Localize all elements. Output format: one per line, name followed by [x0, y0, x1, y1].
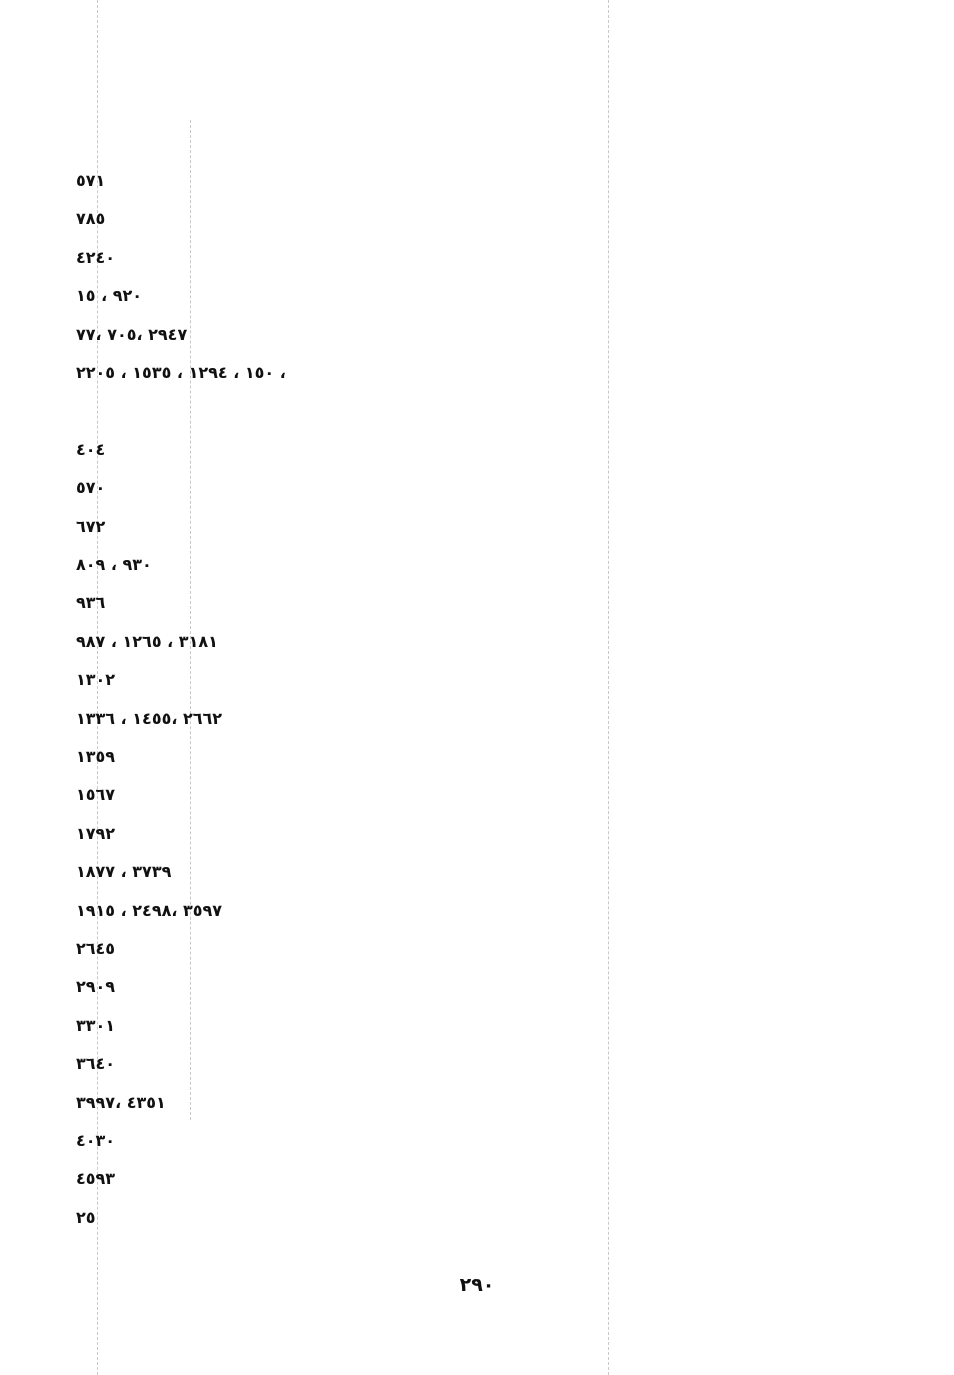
- index-reference: ١٣٥٩: [76, 747, 116, 766]
- index-reference: ٩٣٠ ، ٨٠٩: [76, 555, 152, 574]
- index-reference: ٣٣٠١: [76, 1015, 116, 1035]
- index-reference: ١٧٩٢: [76, 823, 116, 843]
- index-reference: ٣٥٩٧ ،٢٤٩٨ ، ١٩١٥: [76, 900, 223, 920]
- index-reference: ١٥٠ ، ١٢٩٤ ، ١٥٣٥ ، ٢٢٠٥ ،: [76, 363, 286, 382]
- index-reference: ٢٩٠٩: [76, 977, 116, 997]
- page-number: ٢٩٠: [459, 1274, 495, 1296]
- index-reference: ٢٦٦٢ ،١٤٥٥ ، ١٣٣٦: [76, 708, 223, 728]
- index-reference: ١٥٦٧: [76, 785, 116, 805]
- index-reference: ٢٦٤٥: [76, 939, 116, 958]
- index-reference: ٤٥٩٣: [76, 1169, 116, 1189]
- index-reference: ٩٣٦: [76, 593, 106, 613]
- index-reference: ٤٠٣٠: [76, 1131, 116, 1150]
- index-reference: ٥٧٠: [76, 478, 106, 498]
- index-reference: ٣١٨١ ، ١٢٦٥ ، ٩٨٧: [76, 631, 218, 651]
- index-reference: ٢٥: [76, 1207, 96, 1227]
- index-reference: ٥٧١: [76, 171, 106, 190]
- index-reference: ٩٢٠ ، ١٥: [76, 286, 143, 306]
- index-reference: ١٣٠٢: [76, 670, 116, 690]
- index-reference: ٣٧٣٩ ، ١٨٧٧: [76, 862, 172, 882]
- index-reference: ٤٣٥١ ،٣٩٩٧: [76, 1092, 166, 1112]
- index-reference: ٤٢٤٠: [76, 247, 116, 267]
- column-divider-right: [608, 0, 609, 1375]
- index-reference: ٦٧٢: [76, 516, 106, 536]
- column-divider-mid: [190, 120, 191, 1120]
- index-reference: ٢٩٤٧ ،٧٠٥ ،٧٧: [76, 324, 188, 344]
- index-reference: ٧٨٥: [76, 209, 106, 229]
- index-reference: ٤٠٤: [76, 439, 106, 459]
- index-reference: ٣٦٤٠: [76, 1054, 116, 1074]
